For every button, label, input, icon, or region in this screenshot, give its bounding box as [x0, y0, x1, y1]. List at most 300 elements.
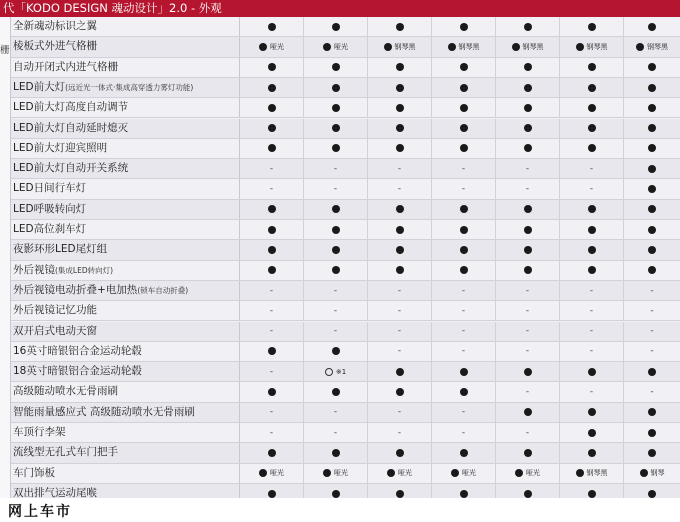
spec-cell	[304, 139, 368, 158]
spec-cell	[560, 240, 624, 259]
spec-cell	[496, 58, 560, 77]
spec-cell	[496, 403, 560, 422]
spec-cell	[624, 240, 680, 259]
spec-cell	[432, 78, 496, 97]
not-available-dash-icon: -	[525, 184, 530, 195]
spec-cell	[624, 220, 680, 239]
standard-dot-icon	[460, 368, 468, 376]
feature-label: 双开启式电动天窗	[13, 324, 97, 337]
standard-dot-icon	[588, 429, 596, 437]
spec-cell	[304, 301, 368, 320]
not-available-dash-icon: -	[461, 285, 466, 296]
spec-cell	[496, 382, 560, 401]
spec-cell	[304, 362, 368, 381]
feature-note: (锁车自动折叠)	[137, 285, 189, 295]
feature-name	[11, 220, 240, 239]
cell-note: 钢琴黑	[647, 42, 668, 51]
feature-label: 自动开闭式内进气格栅	[13, 60, 118, 73]
spec-cell	[560, 423, 624, 442]
spec-cell	[496, 281, 560, 300]
spec-cell	[432, 484, 496, 498]
standard-dot-icon	[396, 144, 404, 152]
standard-dot-icon	[524, 104, 532, 112]
not-available-dash-icon: -	[397, 427, 402, 438]
standard-dot-icon	[332, 104, 340, 112]
spec-cell	[240, 98, 304, 117]
spec-cell	[240, 37, 304, 56]
standard-dot-icon	[588, 408, 596, 416]
spec-cell	[368, 240, 432, 259]
table-row	[11, 98, 680, 118]
spec-cell	[560, 443, 624, 462]
standard-dot-icon	[648, 368, 656, 376]
feature-name	[11, 98, 240, 117]
table-row	[11, 484, 680, 498]
standard-dot-icon	[524, 205, 532, 213]
standard-dot-icon	[259, 469, 267, 477]
standard-dot-icon	[460, 104, 468, 112]
not-available-dash-icon: -	[461, 407, 466, 418]
standard-dot-icon	[588, 23, 596, 31]
standard-dot-icon	[648, 226, 656, 234]
side-label: 栅	[0, 45, 10, 56]
spec-cell	[496, 179, 560, 198]
cell-note: 钢琴黑	[586, 469, 608, 478]
spec-cell	[624, 423, 680, 442]
feature-name	[11, 200, 240, 219]
feature-name	[11, 119, 240, 138]
feature-label: 高级随动喷水无骨雨刷	[13, 385, 118, 398]
standard-dot-icon	[512, 43, 520, 51]
standard-dot-icon	[588, 104, 596, 112]
standard-dot-icon	[588, 63, 596, 71]
standard-dot-icon	[460, 84, 468, 92]
standard-dot-icon	[460, 388, 468, 396]
table-row	[11, 403, 680, 423]
spec-cell	[432, 200, 496, 219]
standard-dot-icon	[268, 226, 276, 234]
standard-dot-icon	[648, 490, 656, 498]
feature-name	[11, 139, 240, 158]
spec-cell	[496, 240, 560, 259]
not-available-dash-icon: -	[525, 427, 530, 438]
spec-cell	[304, 179, 368, 198]
not-available-dash-icon: -	[269, 407, 274, 418]
spec-cell	[368, 37, 432, 56]
standard-dot-icon	[460, 144, 468, 152]
spec-cell	[304, 200, 368, 219]
not-available-dash-icon: -	[269, 366, 274, 377]
table-row	[11, 119, 680, 139]
section-title: 代「KODO DESIGN 魂动设计」2.0 - 外观	[3, 1, 222, 15]
not-available-dash-icon: -	[589, 387, 594, 398]
standard-dot-icon	[648, 144, 656, 152]
spec-cell	[368, 139, 432, 158]
spec-cell	[560, 98, 624, 117]
spec-cell	[304, 443, 368, 462]
spec-cell	[496, 261, 560, 280]
spec-cell	[496, 200, 560, 219]
not-available-dash-icon: -	[333, 407, 338, 418]
spec-cell	[368, 382, 432, 401]
spec-cell	[624, 261, 680, 280]
feature-label: LED前大灯高度自动调节	[13, 101, 129, 114]
feature-label: 16英寸暗银铝合金运动轮毂	[13, 344, 142, 357]
spec-cell	[240, 179, 304, 198]
spec-cell	[496, 322, 560, 341]
feature-label: 车顶行李架	[13, 426, 66, 438]
not-available-dash-icon: -	[589, 163, 594, 174]
standard-dot-icon	[268, 23, 276, 31]
cell-note: 哑光	[398, 469, 412, 478]
spec-cell	[368, 301, 432, 320]
spec-cell	[432, 17, 496, 36]
spec-cell	[304, 119, 368, 138]
spec-cell	[624, 159, 680, 178]
table-row	[11, 200, 680, 220]
spec-cell	[304, 484, 368, 498]
spec-cell	[624, 17, 680, 36]
standard-dot-icon	[332, 144, 340, 152]
spec-cell	[304, 342, 368, 361]
standard-dot-icon	[524, 84, 532, 92]
feature-label: 棱板式外进气格栅	[13, 40, 97, 53]
not-available-dash-icon: -	[333, 184, 338, 195]
standard-dot-icon	[588, 246, 596, 254]
not-available-dash-icon: -	[397, 346, 402, 357]
standard-dot-icon	[648, 84, 656, 92]
spec-cell	[240, 17, 304, 36]
standard-dot-icon	[524, 266, 532, 274]
not-available-dash-icon: -	[333, 163, 338, 174]
feature-name	[11, 17, 240, 36]
spec-cell	[304, 220, 368, 239]
spec-cell	[496, 17, 560, 36]
spec-cell	[432, 403, 496, 422]
feature-name	[11, 301, 240, 320]
spec-cell	[624, 403, 680, 422]
spec-cell	[368, 443, 432, 462]
not-available-dash-icon: -	[650, 387, 654, 398]
feature-label: LED日间行车灯	[13, 182, 87, 195]
spec-cell	[240, 261, 304, 280]
not-available-dash-icon: -	[525, 326, 530, 337]
cell-note: 哑光	[462, 469, 476, 478]
spec-cell	[624, 119, 680, 138]
spec-cell	[368, 159, 432, 178]
standard-dot-icon	[524, 226, 532, 234]
standard-dot-icon	[636, 43, 644, 51]
spec-cell	[432, 220, 496, 239]
feature-name	[11, 37, 240, 56]
standard-dot-icon	[648, 63, 656, 71]
spec-cell	[496, 342, 560, 361]
feature-label: 外后视镜记忆功能	[13, 304, 97, 317]
spec-cell	[368, 58, 432, 77]
spec-cell	[368, 423, 432, 442]
feature-label: 智能雨量感应式 高级随动喷水无骨雨刷	[13, 405, 195, 418]
spec-cell	[240, 78, 304, 97]
not-available-dash-icon: -	[461, 184, 466, 195]
spec-cell	[368, 179, 432, 198]
spec-cell	[240, 301, 304, 320]
table-row	[11, 322, 680, 342]
spec-cell	[560, 281, 624, 300]
feature-label: LED呼吸转向灯	[13, 202, 87, 215]
feature-label: LED高位刹车灯	[13, 223, 87, 235]
not-available-dash-icon: -	[269, 163, 274, 174]
spec-cell	[304, 281, 368, 300]
spec-cell	[496, 484, 560, 498]
standard-dot-icon	[396, 449, 404, 457]
not-available-dash-icon: -	[269, 285, 274, 296]
spec-cell	[560, 139, 624, 158]
spec-cell	[240, 423, 304, 442]
spec-cell	[432, 382, 496, 401]
standard-dot-icon	[524, 23, 532, 31]
standard-dot-icon	[460, 23, 468, 31]
feature-label: 18英寸暗银铝合金运动轮毂	[13, 365, 142, 378]
not-available-dash-icon: -	[397, 163, 402, 174]
spec-cell	[240, 119, 304, 138]
spec-cell	[368, 78, 432, 97]
standard-dot-icon	[396, 266, 404, 274]
spec-cell	[496, 443, 560, 462]
standard-dot-icon	[451, 469, 459, 477]
spec-cell	[368, 484, 432, 498]
spec-cell	[432, 119, 496, 138]
standard-dot-icon	[323, 43, 331, 51]
not-available-dash-icon: -	[525, 285, 530, 296]
standard-dot-icon	[332, 23, 340, 31]
standard-dot-icon	[268, 104, 276, 112]
standard-dot-icon	[648, 185, 656, 193]
standard-dot-icon	[648, 104, 656, 112]
not-available-dash-icon: -	[397, 326, 402, 337]
spec-cell	[432, 443, 496, 462]
not-available-dash-icon: -	[461, 326, 466, 337]
table-row	[11, 443, 680, 463]
spec-cell	[432, 159, 496, 178]
table-row	[11, 423, 680, 443]
feature-name	[11, 281, 240, 300]
spec-cell	[368, 464, 432, 483]
spec-cell	[496, 139, 560, 158]
standard-dot-icon	[384, 43, 392, 51]
standard-dot-icon	[588, 124, 596, 132]
standard-dot-icon	[460, 490, 468, 498]
side-column	[0, 17, 11, 498]
spec-cell	[432, 322, 496, 341]
table-row	[11, 58, 680, 78]
table-row	[11, 159, 680, 179]
table-row	[11, 261, 680, 281]
standard-dot-icon	[323, 469, 331, 477]
table-row	[11, 139, 680, 159]
spec-cell	[496, 119, 560, 138]
spec-cell	[432, 37, 496, 56]
feature-name	[11, 240, 240, 259]
feature-label: 外后视镜	[13, 263, 55, 276]
not-available-dash-icon: -	[269, 184, 274, 195]
standard-dot-icon	[648, 429, 656, 437]
feature-label: LED前大灯自动延时熄灭	[13, 121, 129, 134]
standard-dot-icon	[588, 368, 596, 376]
spec-cell	[240, 443, 304, 462]
standard-dot-icon	[268, 205, 276, 213]
spec-cell	[240, 220, 304, 239]
spec-cell	[624, 98, 680, 117]
feature-note: (集成LED转向灯)	[55, 265, 114, 275]
not-available-dash-icon: -	[269, 326, 274, 337]
spec-cell	[560, 17, 624, 36]
spec-cell	[560, 322, 624, 341]
spec-cell	[240, 281, 304, 300]
standard-dot-icon	[396, 388, 404, 396]
feature-name	[11, 179, 240, 198]
cell-note: 钢琴黑	[458, 42, 480, 51]
spec-cell	[368, 362, 432, 381]
spec-cell	[560, 403, 624, 422]
standard-dot-icon	[648, 205, 656, 213]
spec-cell	[240, 240, 304, 259]
standard-dot-icon	[588, 84, 596, 92]
spec-cell	[240, 139, 304, 158]
standard-dot-icon	[648, 165, 656, 173]
spec-cell	[624, 78, 680, 97]
feature-label: 全新魂动标识之翼	[13, 20, 97, 32]
standard-dot-icon	[460, 124, 468, 132]
standard-dot-icon	[524, 449, 532, 457]
section-header	[0, 0, 680, 17]
spec-cell	[560, 37, 624, 56]
spec-cell	[304, 464, 368, 483]
spec-cell	[624, 37, 680, 56]
feature-name	[11, 261, 240, 280]
standard-dot-icon	[268, 490, 276, 498]
not-available-dash-icon: -	[589, 305, 594, 316]
table-row	[11, 281, 680, 301]
spec-cell	[304, 37, 368, 56]
standard-dot-icon	[396, 104, 404, 112]
spec-cell	[624, 281, 680, 300]
table-row	[11, 362, 680, 382]
cell-note: 钢琴黑	[394, 42, 416, 51]
spec-cell	[432, 281, 496, 300]
standard-dot-icon	[268, 449, 276, 457]
feature-label: 夜影环形LED尾灯组	[13, 243, 108, 256]
spec-cell	[368, 322, 432, 341]
standard-dot-icon	[588, 226, 596, 234]
spec-cell	[304, 322, 368, 341]
not-available-dash-icon: -	[650, 285, 654, 296]
standard-dot-icon	[396, 205, 404, 213]
table-row	[11, 220, 680, 240]
spec-cell	[432, 301, 496, 320]
table-row	[11, 78, 680, 98]
spec-cell	[304, 58, 368, 77]
spec-cell	[432, 240, 496, 259]
spec-cell	[496, 362, 560, 381]
standard-dot-icon	[648, 408, 656, 416]
standard-dot-icon	[396, 124, 404, 132]
standard-dot-icon	[396, 490, 404, 498]
not-available-dash-icon: -	[589, 285, 594, 296]
not-available-dash-icon: -	[397, 184, 402, 195]
spec-cell	[368, 98, 432, 117]
spec-cell	[560, 220, 624, 239]
feature-label: 外后视镜电动折叠+电加热	[13, 283, 138, 296]
spec-cell	[432, 261, 496, 280]
spec-cell	[560, 78, 624, 97]
not-available-dash-icon: -	[525, 387, 530, 398]
spec-cell	[304, 98, 368, 117]
watermark: 网上车市	[8, 504, 72, 520]
not-available-dash-icon: -	[397, 285, 402, 296]
not-available-dash-icon: -	[333, 305, 338, 316]
spec-cell	[240, 342, 304, 361]
table-row	[11, 37, 680, 57]
spec-cell	[496, 301, 560, 320]
standard-dot-icon	[332, 63, 340, 71]
spec-cell	[560, 362, 624, 381]
standard-dot-icon	[588, 266, 596, 274]
standard-dot-icon	[268, 246, 276, 254]
not-available-dash-icon: -	[589, 184, 594, 195]
cell-note: 哑光	[270, 42, 284, 51]
spec-cell	[496, 423, 560, 442]
spec-cell	[624, 139, 680, 158]
spec-cell	[240, 484, 304, 498]
feature-label: LED前大灯自动开关系统	[13, 162, 129, 175]
not-available-dash-icon: -	[269, 305, 274, 316]
spec-cell	[432, 464, 496, 483]
spec-cell	[560, 484, 624, 498]
not-available-dash-icon: -	[525, 163, 530, 174]
spec-cell	[368, 200, 432, 219]
not-available-dash-icon: -	[461, 427, 466, 438]
not-available-dash-icon: -	[589, 326, 594, 337]
standard-dot-icon	[588, 490, 596, 498]
standard-dot-icon	[332, 266, 340, 274]
standard-dot-icon	[648, 266, 656, 274]
feature-label: 双出排气运动尾喉	[13, 486, 97, 498]
standard-dot-icon	[332, 246, 340, 254]
feature-label: LED前大灯迎宾照明	[13, 141, 108, 154]
cell-note: 哑光	[334, 42, 348, 51]
spec-cell	[496, 78, 560, 97]
standard-dot-icon	[268, 124, 276, 132]
spec-cell	[560, 382, 624, 401]
table-row	[11, 240, 680, 260]
spec-cell	[624, 382, 680, 401]
table-row	[11, 179, 680, 199]
spec-cell	[304, 382, 368, 401]
spec-cell	[432, 179, 496, 198]
standard-dot-icon	[332, 490, 340, 498]
spec-cell	[560, 200, 624, 219]
standard-dot-icon	[332, 449, 340, 457]
standard-dot-icon	[576, 43, 584, 51]
standard-dot-icon	[396, 23, 404, 31]
spec-cell	[624, 179, 680, 198]
spec-cell	[368, 403, 432, 422]
feature-name	[11, 362, 240, 381]
standard-dot-icon	[268, 266, 276, 274]
spec-cell	[304, 423, 368, 442]
optional-circle-icon	[325, 368, 333, 376]
standard-dot-icon	[515, 469, 523, 477]
